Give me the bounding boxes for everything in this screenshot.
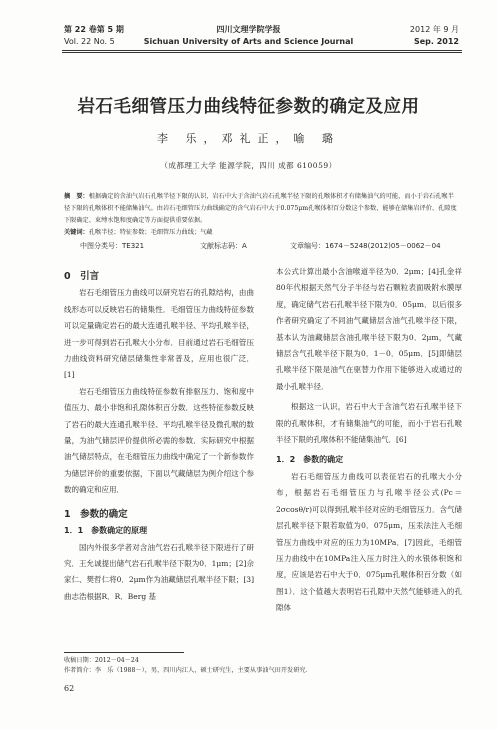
issue-date-en: Sep. 2012 [413, 37, 459, 46]
article-number: 文章编号：1674－5248(2012)05－0062－04 [290, 242, 441, 250]
authors: 李 乐，邓礼正，喻 璐 [157, 132, 340, 145]
author-bio: 作者简介：李 乐（1988－），男，四川内江人，硕士研究生，主要从事油气田开发研究． [64, 667, 312, 674]
footnote-rule [64, 652, 184, 653]
affiliation: （成都理工大学 能源学院，四川 成都 610059） [160, 161, 337, 170]
received-date: 收稿日期：2012－04－24 [64, 657, 139, 664]
abstract-text: 根据确定的含油气岩石孔喉半径下限的认识，岩石中大于含油气岩石孔喉半径下限的孔喉体积才有储集油气的可能，而小于岩石孔喉半径下限的孔喉体积不能储集油气。由岩石毛细管压力曲线确定的含气岩石中大于0.075μm孔喉体积百分数这个参数，能够在储集岩评价、孔隙度下限确定、束缚水饱和度确定等方面提供重要依据。 [64, 193, 457, 224]
volume-en: Vol. 22 No. 5 [64, 37, 115, 46]
heading-section-1: 1 参数的确定 [64, 508, 128, 520]
paragraph: 岩石毛细管压力曲线可以表征岩石的孔喉大小分布，根据岩石毛细管压力与孔喉半径公式(Pc＝2σcosθ/r)可以得到孔喉半径对应的毛细管压力．含气储层孔喉半径下限若取值为0．075μm，压汞法注入毛细管压力曲线中对应的压力为10MPa．[7]因此，毛细管压力曲线中在10MPa注入压力时注入的水银体积饱和度，应该是岩石中大于0．075μm孔喉体积百分数（如图1）．这个值越大表明岩石孔隙中天然气能够进入的孔隙体 [276, 471, 463, 613]
heading-section-1-2: 1．2 参数的确定 [276, 455, 344, 465]
paragraph: 岩石毛细管压力曲线可以研究岩石的孔隙结构，由曲线形态可以反映岩石的储集性．毛细管压力曲线特征参数可以定量确定岩石的最大连通孔喉半径、平均孔喉半径，进一步可得到岩石孔喉大小分布．目前通过岩石毛细管压力曲线资料研究储层储集性非常普及，应用也很广泛．[1] [64, 288, 254, 380]
right-column [276, 264, 462, 617]
volume-cn: 第 22 卷第 5 期 [64, 25, 124, 34]
paragraph: 岩石毛细管压力曲线特征参数有排驱压力、饱和度中值压力、最小非饱和孔隙体积百分数．这些特征参数反映了岩石的最大连通孔喉半径、平均孔喉半径及微孔喉的数量，为油气储层评价提供所必需的参数．实际研究中根据油气储层特点，在毛细管压力曲线中确定了一个新参数作为储层评价的重要依据，下面以气藏储层为例介绍这个参数的确定和应用． [64, 386, 254, 495]
journal-title-en: Sichuan University of Arts and Science Journal [143, 37, 354, 46]
issue-date-cn: 2012 年 9 月 [409, 25, 459, 34]
heading-introduction: 0 引言 [64, 271, 100, 282]
keywords-label: 关键词： [64, 229, 89, 236]
page-number: 62 [64, 684, 75, 693]
paragraph: 根据这一认识，岩石中大于含油气岩石孔喉半径下限的孔喉体积，才有储集油气的可能，而小于岩石孔喉半径下限的孔喉体积不能储集油气．[6] [276, 402, 462, 445]
left-column [64, 269, 254, 605]
abstract-label: 摘 要： [64, 193, 89, 200]
clc-number: 中图分类号：TE321 [80, 242, 145, 250]
header-rule-thin [62, 52, 462, 53]
header-rule [62, 50, 462, 51]
article-title: 岩石毛细管压力曲线特征参数的确定及应用 [77, 97, 420, 117]
heading-section-1-1: 1．1 参数确定的原理 [64, 526, 148, 536]
keywords: 孔喉半径；特征参数；毛细管压力曲线；气藏 [88, 229, 213, 236]
paragraph: 国内外很多学者对含油气岩石孔喉半径下限进行了研究．王允诚提出储气岩石孔喉半径下限为0．1μm；[2]佘家仁、樊哲仁将0．2μm作为油藏储层孔喉半径下限；[3]曲志浩根据R．R．Berg 基 [64, 542, 254, 601]
document-code: 文献标志码：A [200, 242, 247, 250]
abstract [64, 191, 458, 239]
paragraph: 本公式计算出最小含油喉道半径为0．2μm；[4]孔金祥80年代根据天然气分子半径与岩石颗粒表面吸附水膜厚度，确定储气岩石孔喉半径下限为0．05μm．以后很多作者研究确定了不同油气藏储层含油气孔喉半径下限，基本认为油藏储层含油孔喉半径下限为0．2μm，气藏储层含气孔喉半径下限为0．1－0．05μm．[5]即储层孔喉半径下限是油气在驱替力作用下能够进入或通过的最小孔喉半径． [276, 267, 462, 391]
journal-title-cn: 四川文理学院学报 [216, 25, 281, 34]
